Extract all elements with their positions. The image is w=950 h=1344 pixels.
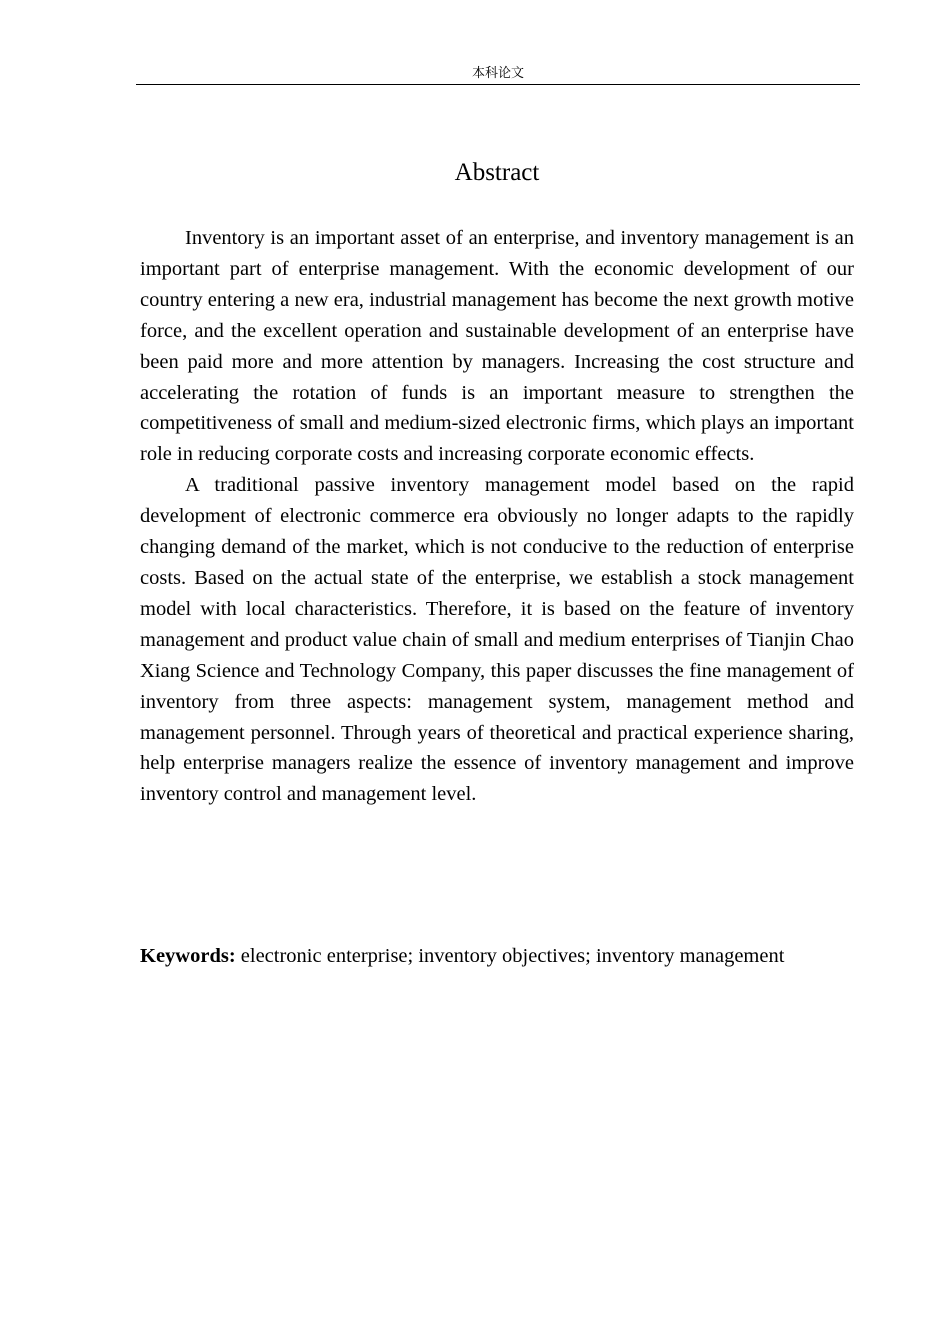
abstract-paragraph-1: Inventory is an important asset of an enterprise, and inventory management is an important part of enterprise management. With the economic development of our country entering a new era, industrial management has become the next growth motive force, and the excellent operation and sustainable development of an enterprise have been paid more and more attention by managers. Increasing the cost structure and accelerating the rotation of funds is an important measure to strengthen the competitiveness of small and medium-sized electronic firms, which plays an important role in reducing corporate costs and increasing corporate economic effects.: [140, 227, 854, 466]
keywords-label: Keywords:: [140, 945, 236, 967]
abstract-body: [140, 223, 854, 810]
keywords-line: [140, 941, 854, 972]
abstract-paragraph-2: A traditional passive inventory management model based on the rapid development of electronic commerce era obviously no longer adapts to the rapidly changing demand of the market, which is not conducive to the reduction of enterprise costs. Based on the actual state of the enterprise, we establish a stock management model with local characteristics. Therefore, it is based on the feature of inventory management and product value chain of small and medium enterprises of Tianjin Chao Xiang Science and Technology Company, this paper discusses the fine management of inventory from three aspects: management system, management method and management personnel. Through years of theoretical and practical experience sharing, help enterprise managers realize the essence of inventory management and improve inventory control and management level.: [140, 474, 854, 806]
keywords-text: electronic enterprise; inventory objectives; inventory management: [235, 945, 785, 967]
running-header: 本科论文: [136, 64, 860, 85]
abstract-title: Abstract: [454, 159, 540, 186]
